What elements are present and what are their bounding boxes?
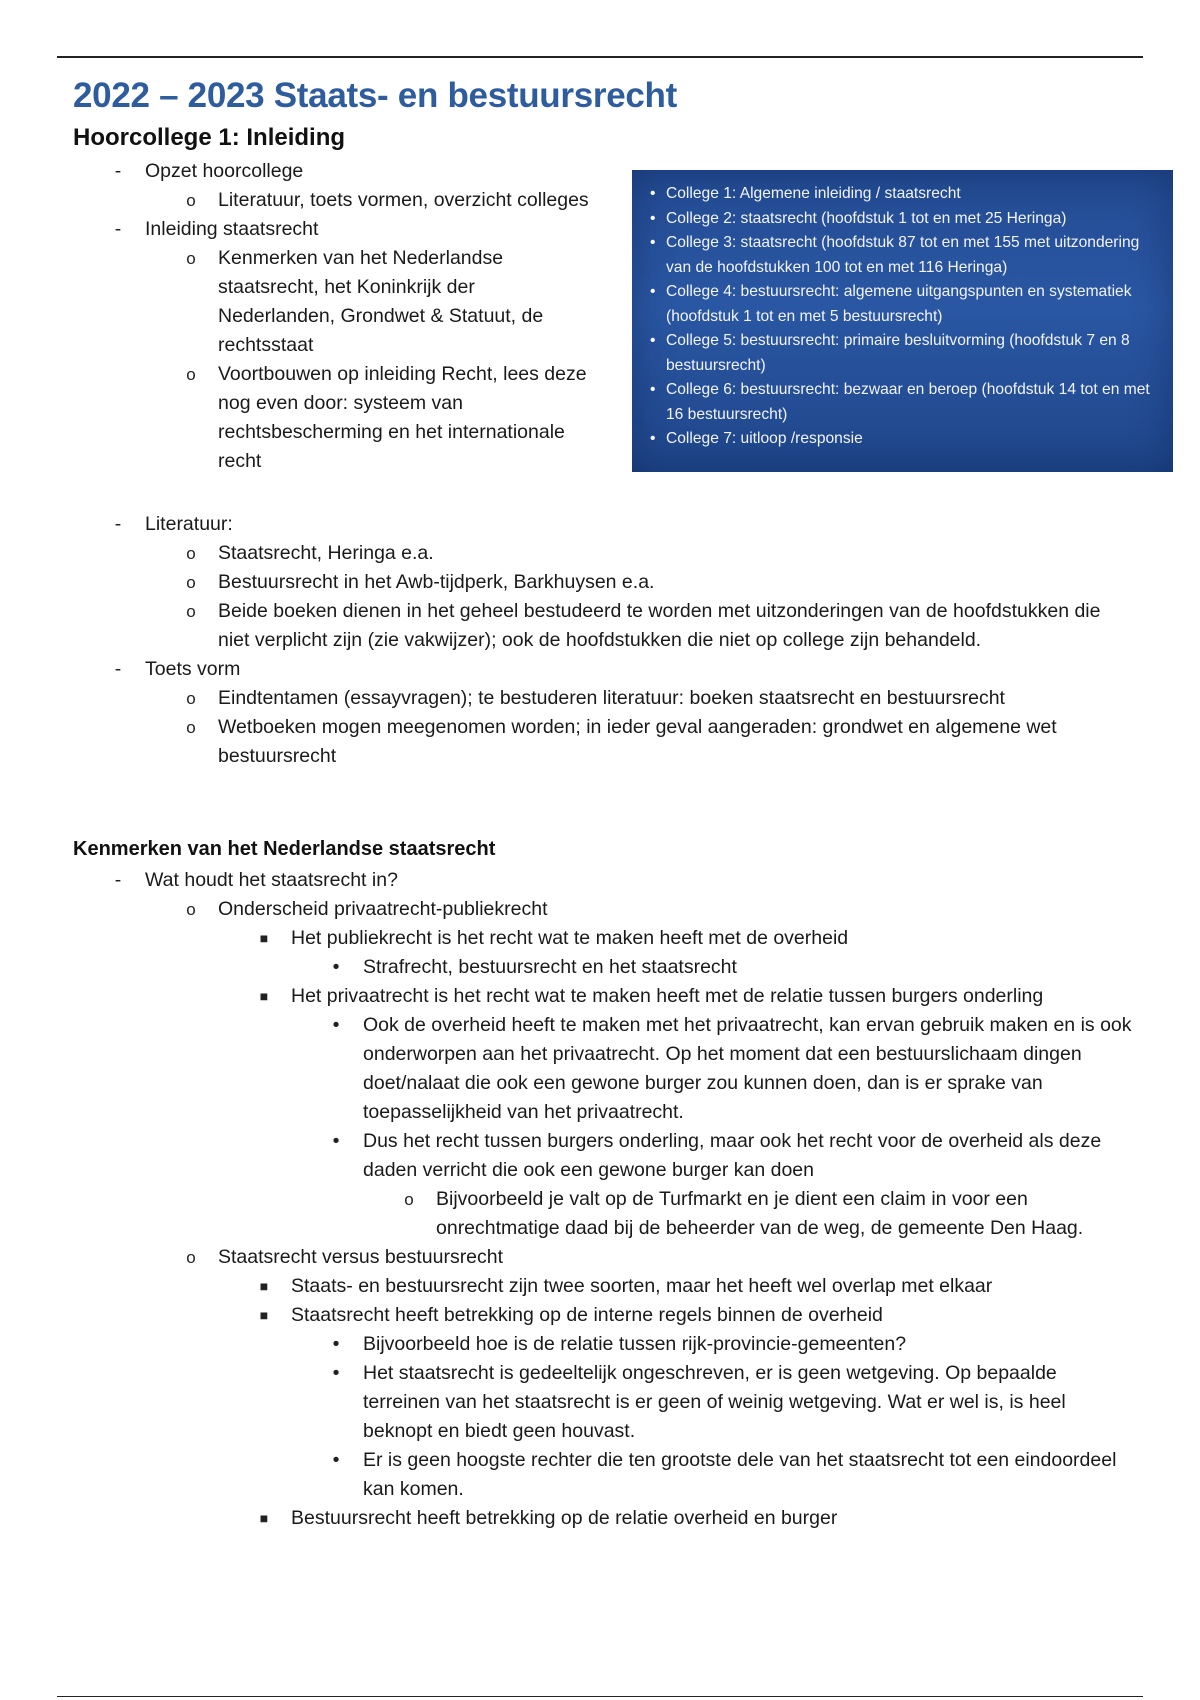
dash-bullet: - [114, 513, 122, 535]
list-item: ■ Staats- en bestuursrecht zijn twee soorten, maar het heeft wel overlap met elkaar [73, 1272, 1133, 1301]
list-item: o Bijvoorbeeld je valt op de Turfmarkt en je dient een claim in voor een onrechtmatige daad bij de beheerder van de weg, de gemeente Den Haag. [73, 1185, 1133, 1243]
slide-item: • College 4: bestuursrecht: algemene uitgangspunten en systematiek (hoofdstuk 1 tot en met 5 bestuursrecht) [644, 280, 1159, 329]
list-item: - Literatuur: [73, 510, 1133, 539]
list-item: ■ Staatsrecht heeft betrekking op de interne regels binnen de overheid [73, 1301, 1133, 1330]
list-item: • Er is geen hoogste rechter die ten grootste dele van het staatsrecht tot een eindoordeel kan komen. [73, 1446, 1133, 1504]
slide-bullet: • [650, 185, 656, 202]
slide-item: • College 6: bestuursrecht: bezwaar en beroep (hoofdstuk 14 tot en met 16 bestuursrecht) [644, 378, 1159, 427]
slide-bullet: • [650, 209, 656, 227]
slide-bullet: • [650, 234, 656, 251]
square-bullet: ■ [259, 988, 269, 1004]
intro-outline [73, 157, 593, 476]
slide-bullet: • [650, 283, 656, 300]
slide-item: • College 1: Algemene inleiding / staatsrecht [644, 182, 1159, 207]
list-item: o Staatsrecht versus bestuursrecht [73, 1243, 1133, 1272]
slide-item: • College 7: uitloop /responsie [644, 427, 1159, 452]
dash-bullet: - [114, 869, 122, 891]
list-item: o Bestuursrecht in het Awb-tijdperk, Barkhuysen e.a. [73, 568, 1133, 597]
square-bullet: ■ [259, 1307, 269, 1323]
list-item: - Wat houdt het staatsrecht in? [73, 866, 1133, 895]
circle-bullet: o [186, 573, 196, 592]
slide-item: • College 2: staatsrecht (hoofdstuk 1 tot en met 25 Heringa) [644, 207, 1159, 232]
document-title: 2022 – 2023 Staats- en bestuursrecht [73, 76, 677, 115]
top-rule [57, 56, 1143, 58]
list-item: • Dus het recht tussen burgers onderling, maar ook het recht voor de overheid als deze daden verricht die ook een gewone burger kan doen [73, 1127, 1133, 1185]
list-item: o Voortbouwen op inleiding Recht, lees deze nog even door: systeem van rechtsbescherming en het internationale recht [73, 360, 593, 476]
circle-bullet: o [186, 544, 196, 563]
list-item: o Literatuur, toets vormen, overzicht colleges [73, 186, 593, 215]
list-item: - Opzet hoorcollege [73, 157, 593, 186]
lecture-schedule-slide [632, 170, 1173, 472]
section-heading: Kenmerken van het Nederlandse staatsrecht [73, 838, 496, 860]
list-item: • Het staatsrecht is gedeeltelijk ongeschreven, er is geen wetgeving. Op bepaalde terreinen van het staatsrecht is er geen of weinig wetgeving. Wat er wel is, is heel beknopt en biedt geen houvast. [73, 1359, 1133, 1446]
square-bullet: ■ [259, 1278, 269, 1294]
slide-bullet: • [650, 332, 656, 349]
circle-bullet: o [186, 602, 196, 621]
list-item: ■ Het privaatrecht is het recht wat te maken heeft met de relatie tussen burgers onderling [73, 982, 1133, 1011]
circle-bullet: o [186, 191, 196, 210]
dot-bullet: • [332, 1449, 340, 1471]
dash-bullet: - [114, 658, 122, 680]
list-item: • Ook de overheid heeft te maken met het privaatrecht, kan ervan gebruik maken en is ook onderworpen aan het privaatrecht. Op het moment dat een bestuurslichaam dingen doet/nalaat die ook een gewone burger zou kunnen doen, dan is er sprake van toepasselijkheid van het privaatrecht. [73, 1011, 1133, 1127]
dot-bullet: • [332, 1130, 340, 1152]
circle-bullet: o [186, 900, 196, 919]
square-bullet: ■ [259, 1510, 269, 1526]
dot-bullet: • [332, 956, 340, 978]
lecture-heading: Hoorcollege 1: Inleiding [73, 124, 346, 151]
slide-item: • College 3: staatsrecht (hoofdstuk 87 tot en met 155 met uitzondering van de hoofdstukken 100 tot en met 116 Heringa) [644, 231, 1159, 280]
square-bullet: ■ [259, 930, 269, 946]
list-item: • Bijvoorbeeld hoe is de relatie tussen rijk-provincie-gemeenten? [73, 1330, 1133, 1359]
list-item: o Beide boeken dienen in het geheel bestudeerd te worden met uitzonderingen van de hoofdstukken die niet verplicht zijn (zie vakwijzer); ook de hoofdstukken die niet op college zijn behandeld. [73, 597, 1133, 655]
list-item: ■ Bestuursrecht heeft betrekking op de relatie overheid en burger [73, 1504, 1133, 1533]
dash-bullet: - [114, 218, 122, 240]
dash-bullet: - [114, 160, 122, 182]
course-outline [73, 510, 1133, 771]
list-item: o Onderscheid privaatrecht-publiekrecht [73, 895, 1133, 924]
list-item: o Kenmerken van het Nederlandse staatsrecht, het Koninkrijk der Nederlanden, Grondwet & Statuut, de rechtsstaat [73, 244, 593, 360]
list-item: o Staatsrecht, Heringa e.a. [73, 539, 1133, 568]
slide-bullet: • [650, 381, 656, 398]
circle-bullet: o [404, 1190, 414, 1209]
slide-list [632, 170, 1173, 452]
dot-bullet: • [332, 1333, 340, 1355]
circle-bullet: o [186, 1248, 196, 1267]
circle-bullet: o [186, 689, 196, 708]
list-item: o Wetboeken mogen meegenomen worden; in ieder geval aangeraden: grondwet en algemene wet bestuursrecht [73, 713, 1133, 771]
list-item: • Strafrecht, bestuursrecht en het staatsrecht [73, 953, 1133, 982]
circle-bullet: o [186, 365, 196, 384]
list-item: - Toets vorm [73, 655, 1133, 684]
circle-bullet: o [186, 249, 196, 268]
staatsrecht-outline [73, 866, 1133, 1533]
list-item: ■ Het publiekrecht is het recht wat te maken heeft met de overheid [73, 924, 1133, 953]
list-item: - Inleiding staatsrecht [73, 215, 593, 244]
slide-item: • College 5: bestuursrecht: primaire besluitvorming (hoofdstuk 7 en 8 bestuursrecht) [644, 329, 1159, 378]
dot-bullet: • [332, 1362, 340, 1384]
slide-bullet: • [650, 430, 656, 447]
dot-bullet: • [332, 1014, 340, 1036]
list-item: o Eindtentamen (essayvragen); te bestuderen literatuur: boeken staatsrecht en bestuursrecht [73, 684, 1133, 713]
circle-bullet: o [186, 718, 196, 737]
bottom-rule [57, 1696, 1143, 1697]
